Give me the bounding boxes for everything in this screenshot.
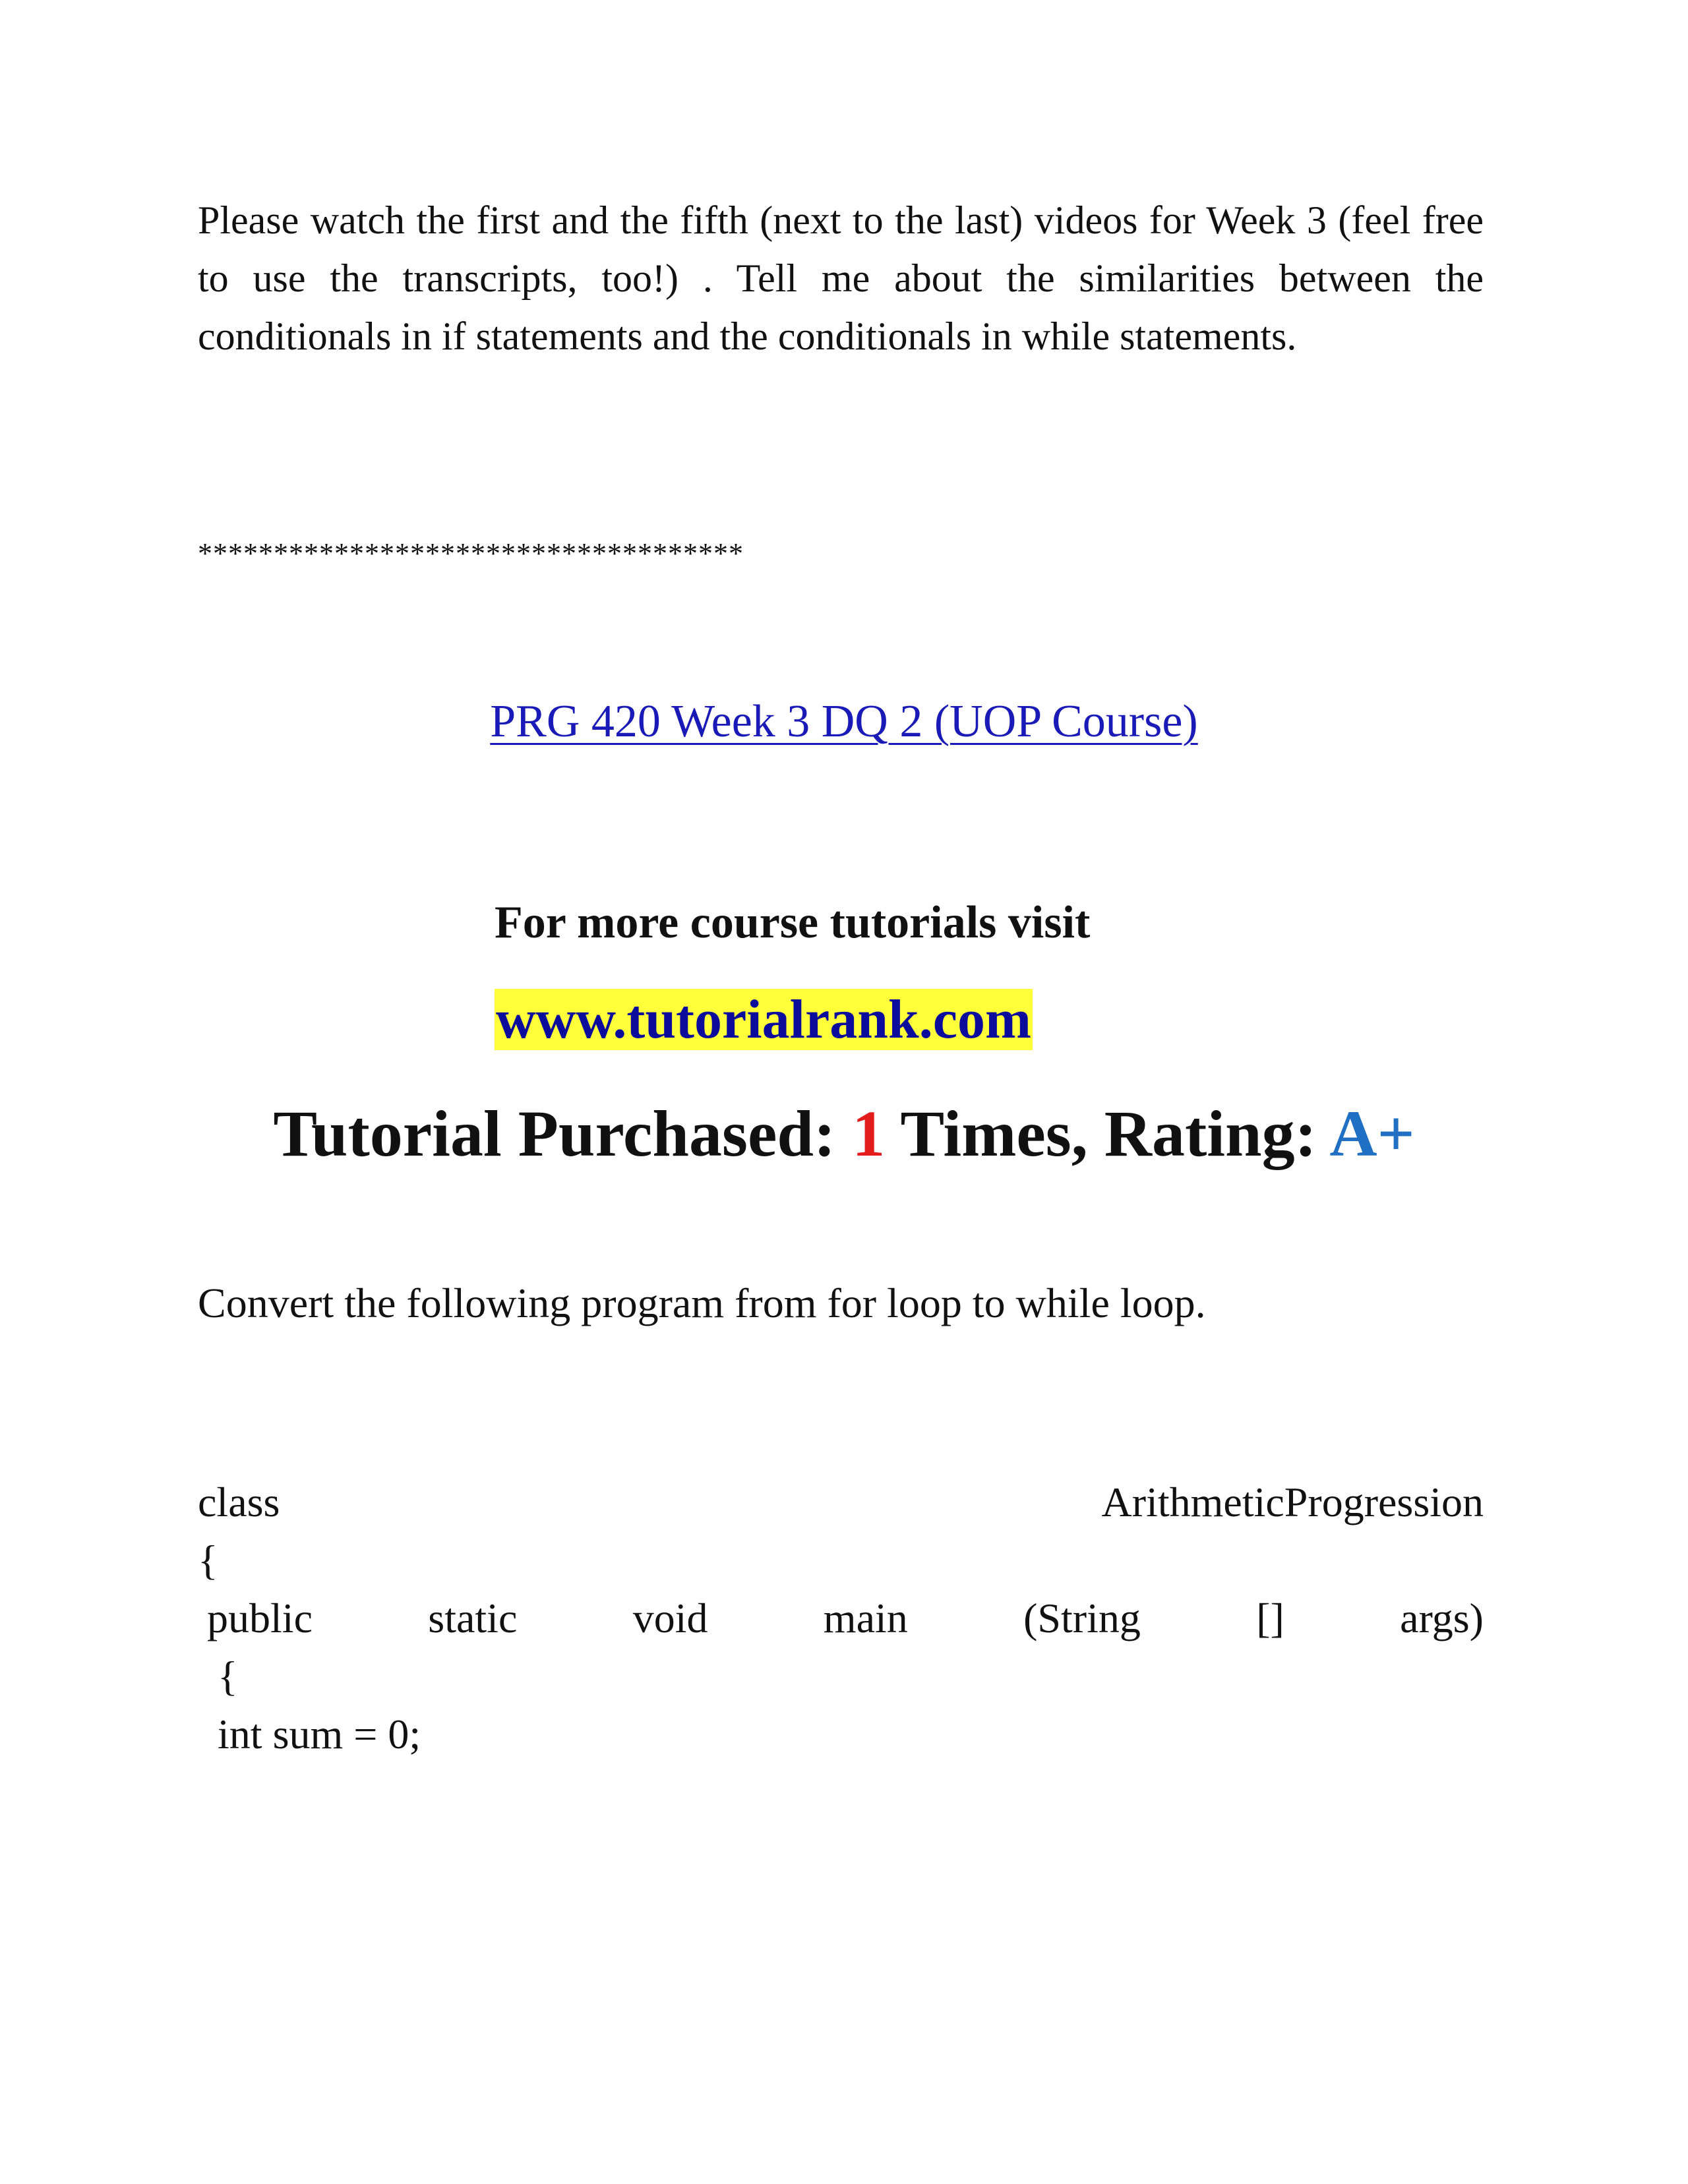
purchase-middle: Times, Rating: [885,1097,1330,1170]
rating-value: A+ [1329,1097,1415,1170]
code-token: public [207,1595,313,1641]
separator-line: ************************************ [198,537,744,570]
code-token: [] [1256,1595,1284,1641]
code-token: args) [1400,1595,1484,1641]
code-listing [198,1473,1484,1763]
intro-paragraph: Please watch the first and the fifth (next to the last) videos for Week 3 (feel free to use the transcripts, too!) . Tell me about the similarities between the conditionals in if statements and the conditionals in while statements. [198,198,1484,358]
code-token: class [198,1479,280,1525]
code-line-class [198,1473,1484,1531]
code-token: int sum = 0; [218,1711,421,1757]
code-token: void [632,1595,708,1641]
site-url[interactable] [495,986,1033,1054]
code-line-open-brace-inner [198,1647,1484,1705]
code-line-sum [198,1705,1484,1763]
visit-text: For more course tutorials visit [495,897,1091,948]
exercise-instruction: Convert the following program from for loop to while loop. [198,1280,1206,1326]
site-url-highlight[interactable]: www.tutorialrank.com [496,989,1031,1050]
code-token: static [428,1595,518,1641]
course-title [0,692,1688,752]
code-token: main [823,1595,908,1641]
code-token: (String [1023,1595,1141,1641]
purchase-count: 1 [852,1097,886,1170]
code-line-main [198,1589,1484,1647]
purchase-prefix: Tutorial Purchased: [273,1097,853,1170]
code-token: ArithmeticProgression [1101,1479,1484,1525]
code-line-open-brace [198,1531,1484,1589]
purchase-stats [0,1094,1688,1173]
course-link[interactable]: PRG 420 Week 3 DQ 2 (UOP Course) [490,696,1198,747]
code-token: { [198,1537,218,1583]
code-token: { [218,1653,238,1699]
